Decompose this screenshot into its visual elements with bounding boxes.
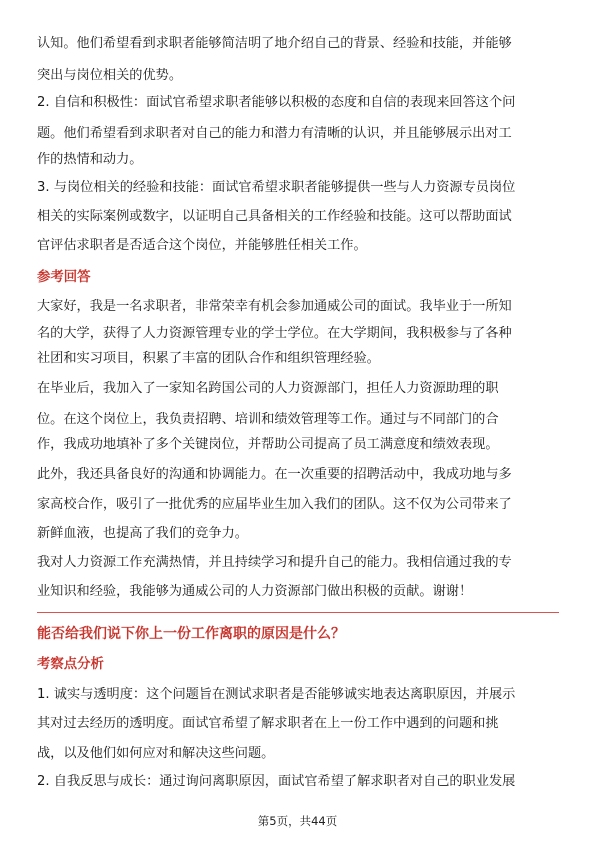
- answer-line-3: 社团和实习项目，积累了丰富的团队合作和组织管理经验。: [37, 351, 380, 366]
- analysis-line-2: 其对过去经历的透明度。面试官希望了解求职者在上一份工作中遇到的问题和挑: [37, 716, 499, 731]
- intro-line-5: 作的热情和动力。: [37, 152, 143, 167]
- answer-line-5: 位。在这个岗位上，我负责招聘、培训和绩效管理等工作。通过与不同部门的合: [37, 412, 499, 427]
- analysis-line-1: 1. 诚实与透明度：这个问题旨在测试求职者是否能够诚实地表达离职原因，并展示: [37, 687, 516, 702]
- intro-line-8: 官评估求职者是否适合这个岗位，并能够胜任相关工作。: [37, 238, 367, 253]
- answer-line-2: 名的大学，获得了人力资源管理专业的学士学位。在大学期间，我积极参与了各种: [37, 326, 512, 341]
- answer-line-11: 业知识和经验，我能够为通威公司的人力资源部门做出积极的贡献。谢谢！: [37, 584, 473, 599]
- section-divider: [37, 612, 559, 613]
- intro-line-2: 突出与岗位相关的优势。: [37, 68, 183, 83]
- answer-line-8: 家高校合作，吸引了一批优秀的应届毕业生加入我们的团队。这不仅为公司带来了: [37, 497, 512, 512]
- intro-line-6: 3. 与岗位相关的经验和技能：面试官希望求职者能够提供一些与人力资源专员岗位: [37, 180, 516, 195]
- answer-heading: 参考回答: [37, 270, 91, 285]
- page-number: 第5页，共44页: [257, 814, 338, 828]
- answer-line-10: 我对人力资源工作充满热情，并且持续学习和提升自己的能力。我相信通过我的专: [37, 555, 512, 570]
- answer-line-9: 新鲜血液，也提高了我们的竞争力。: [37, 526, 248, 541]
- question-title: 能否给我们说下你上一份工作离职的原因是什么？: [37, 626, 345, 642]
- analysis-heading: 考察点分析: [37, 657, 104, 672]
- answer-line-1: 大家好，我是一名求职者，非常荣幸有机会参加通威公司的面试。我毕业于一所知: [37, 299, 512, 314]
- answer-line-7: 此外，我还具备良好的沟通和协调能力。在一次重要的招聘活动中，我成功地与多: [37, 467, 512, 482]
- answer-line-6: 作，我成功地填补了多个关键岗位，并帮助公司提高了员工满意度和绩效表现。: [37, 437, 499, 452]
- intro-line-4: 题。他们希望看到求职者对自己的能力和潜力有清晰的认识，并且能够展示出对工: [37, 126, 512, 141]
- analysis-line-3: 战，以及他们如何应对和解决这些问题。: [37, 746, 275, 761]
- answer-line-4: 在毕业后，我加入了一家知名跨国公司的人力资源部门，担任人力资源助理的职: [37, 381, 499, 396]
- intro-line-7: 相关的实际案例或数字，以证明自己具备相关的工作经验和技能。这可以帮助面试: [37, 209, 512, 224]
- intro-line-3: 2. 自信和积极性：面试官希望求职者能够以积极的态度和自信的表现来回答这个问: [37, 95, 516, 110]
- intro-line-1: 认知。他们希望看到求职者能够简洁明了地介绍自己的背景、经验和技能，并能够: [37, 36, 512, 51]
- analysis-line-4: 2. 自我反思与成长：通过询问离职原因，面试官希望了解求职者对自己的职业发展: [37, 774, 516, 789]
